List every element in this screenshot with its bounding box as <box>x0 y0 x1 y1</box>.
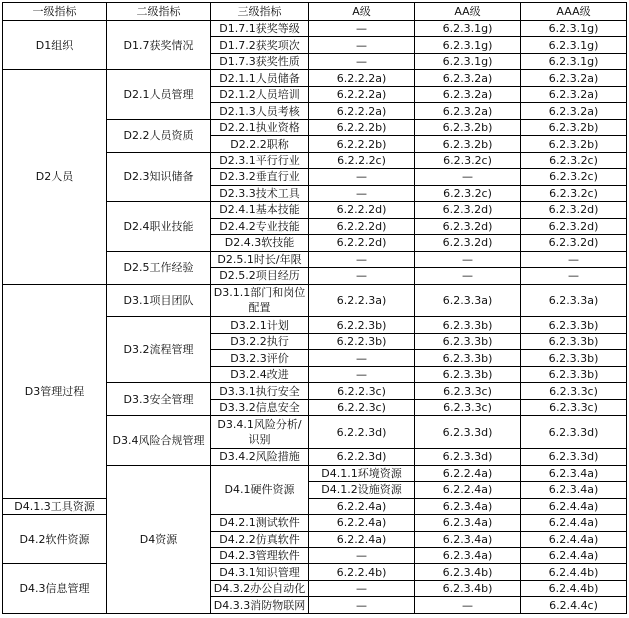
level3-indicator: D4.3.3消防物联网 <box>211 597 309 614</box>
grade-aa-cell: 6.2.3.3b) <box>415 366 521 382</box>
level2-indicator: D2.4职业技能 <box>107 202 211 251</box>
grade-aa-cell: 6.2.3.2d) <box>415 202 521 218</box>
table-body <box>3 21 627 614</box>
header-grade-a: A级 <box>309 3 415 21</box>
grade-aa-cell: 6.2.3.4b) <box>415 580 521 596</box>
grade-aa-cell: — <box>415 169 521 185</box>
grade-aa-cell: 6.2.3.3c) <box>415 399 521 415</box>
grade-a-cell: 6.2.2.2d) <box>309 235 415 251</box>
grade-a-cell: — <box>309 580 415 596</box>
grade-aa-cell: 6.2.3.4a) <box>415 548 521 564</box>
grade-aaa-cell: 6.2.3.3c) <box>521 399 627 415</box>
grade-aa-cell: 6.2.3.4b) <box>415 564 521 580</box>
grade-a-cell: — <box>309 251 415 267</box>
grade-aaa-cell: 6.2.3.3d) <box>521 416 627 449</box>
level2-indicator: D3.3安全管理 <box>107 383 211 416</box>
grade-aa-cell: 6.2.3.3b) <box>415 333 521 349</box>
grade-aa-cell: 6.2.3.3c) <box>415 383 521 399</box>
grade-aa-cell: 6.2.3.2b) <box>415 119 521 135</box>
level3-indicator: D1.7.2获奖项次 <box>211 37 309 53</box>
header-grade-aaa: AAA级 <box>521 3 627 21</box>
grade-a-cell: 6.2.2.2c) <box>309 152 415 168</box>
grade-a-cell: 6.2.2.3b) <box>309 317 415 333</box>
grade-aa-cell: 6.2.3.3d) <box>415 449 521 465</box>
indicator-table <box>2 2 627 614</box>
grade-aa-cell: — <box>415 251 521 267</box>
grade-a-cell: 6.2.2.4a) <box>309 531 415 547</box>
grade-aa-cell: 6.2.3.2a) <box>415 70 521 86</box>
grade-a-cell: 6.2.2.4a) <box>415 465 521 481</box>
grade-aa-cell: 6.2.3.2c) <box>415 152 521 168</box>
header-level1: 一级指标 <box>3 3 107 21</box>
grade-aa-cell: 6.2.3.4a) <box>521 465 627 481</box>
grade-aa-cell: 6.2.3.2c) <box>415 185 521 201</box>
grade-aaa-cell: 6.2.3.2d) <box>521 235 627 251</box>
level2-indicator: D3.2流程管理 <box>107 317 211 383</box>
grade-aaa-cell: 6.2.3.2c) <box>521 152 627 168</box>
grade-aaa-cell: 6.2.4.4c) <box>521 597 627 614</box>
level3-indicator: D1.7.1获奖等级 <box>211 21 309 37</box>
grade-aaa-cell: 6.2.3.2b) <box>521 119 627 135</box>
level3-indicator: D2.1.3人员考核 <box>211 103 309 119</box>
grade-aaa-cell: 6.2.3.3a) <box>521 284 627 317</box>
level3-indicator: D4.2.1测试软件 <box>211 515 309 531</box>
grade-a-cell: — <box>309 350 415 366</box>
grade-aa-cell: 6.2.3.1g) <box>415 21 521 37</box>
level3-indicator: D3.1.1部门和岗位配置 <box>211 284 309 317</box>
grade-a-cell: 6.2.2.4a) <box>309 515 415 531</box>
level3-indicator: D4.3.1知识管理 <box>211 564 309 580</box>
grade-aaa-cell: 6.2.4.4a) <box>521 498 627 514</box>
grade-aaa-cell: 6.2.3.1g) <box>521 21 627 37</box>
grade-a-cell: 6.2.2.2b) <box>309 119 415 135</box>
grade-a-cell: — <box>309 366 415 382</box>
table-row <box>3 498 627 514</box>
header-grade-aa: AA级 <box>415 3 521 21</box>
grade-aa-cell: 6.2.3.1g) <box>415 53 521 69</box>
level3-indicator: D4.3.2办公自动化 <box>211 580 309 596</box>
grade-a-cell: 6.2.2.2a) <box>309 86 415 102</box>
level2-indicator: D4.3信息管理 <box>3 564 107 614</box>
grade-aa-cell: 6.2.3.4a) <box>415 531 521 547</box>
grade-aa-cell: 6.2.3.4a) <box>521 482 627 498</box>
level2-indicator: D2.3知识储备 <box>107 152 211 201</box>
level3-indicator: D3.2.3评价 <box>211 350 309 366</box>
grade-aa-cell: 6.2.3.3a) <box>415 284 521 317</box>
grade-a-cell: — <box>309 548 415 564</box>
level1-indicator: D2人员 <box>3 70 107 284</box>
level3-indicator: D3.2.2执行 <box>211 333 309 349</box>
level3-indicator: D3.3.1执行安全 <box>211 383 309 399</box>
grade-a-cell: 6.2.2.3c) <box>309 399 415 415</box>
grade-aa-cell: 6.2.3.2d) <box>415 218 521 234</box>
header-row <box>3 3 627 21</box>
level3-indicator: D2.5.2项目经历 <box>211 268 309 284</box>
grade-a-cell: 6.2.2.2a) <box>309 70 415 86</box>
level3-indicator: D3.2.1计划 <box>211 317 309 333</box>
grade-aaa-cell: 6.2.3.3c) <box>521 383 627 399</box>
level2-indicator: D4.2软件资源 <box>3 515 107 564</box>
grade-aaa-cell: 6.2.3.3d) <box>521 449 627 465</box>
level3-indicator: D3.4.2风险措施 <box>211 449 309 465</box>
grade-aaa-cell: 6.2.3.3b) <box>521 317 627 333</box>
grade-aa-cell: 6.2.3.3b) <box>415 317 521 333</box>
grade-aa-cell: 6.2.3.2d) <box>415 235 521 251</box>
grade-a-cell: — <box>309 185 415 201</box>
table-row <box>3 21 627 37</box>
grade-aa-cell: 6.2.3.4a) <box>415 515 521 531</box>
grade-aaa-cell: 6.2.3.3b) <box>521 350 627 366</box>
grade-a-cell: 6.2.2.2d) <box>309 218 415 234</box>
grade-a-cell: 6.2.2.4a) <box>309 498 415 514</box>
grade-a-cell: 6.2.2.4b) <box>309 564 415 580</box>
level3-indicator: D2.2.2职称 <box>211 136 309 152</box>
level2-indicator: D1.7获奖情况 <box>107 21 211 70</box>
level3-indicator: D2.3.1平行行业 <box>211 152 309 168</box>
grade-a-cell: 6.2.2.3d) <box>309 449 415 465</box>
grade-a-cell: 6.2.2.3c) <box>309 383 415 399</box>
header-level2: 二级指标 <box>107 3 211 21</box>
level3-indicator: D4.1.2设施资源 <box>309 482 415 498</box>
grade-aa-cell: 6.2.3.3b) <box>415 350 521 366</box>
grade-aaa-cell: 6.2.3.3b) <box>521 366 627 382</box>
grade-aaa-cell: 6.2.3.2c) <box>521 169 627 185</box>
grade-aa-cell: 6.2.3.3d) <box>415 416 521 449</box>
level2-indicator: D2.1人员管理 <box>107 70 211 119</box>
grade-aaa-cell: 6.2.4.4a) <box>521 531 627 547</box>
level3-indicator: D4.1.3工具资源 <box>3 498 107 514</box>
grade-aa-cell: 6.2.3.2b) <box>415 136 521 152</box>
level3-indicator: D4.2.2仿真软件 <box>211 531 309 547</box>
level2-indicator: D4.1硬件资源 <box>211 465 309 514</box>
grade-aaa-cell: 6.2.3.1g) <box>521 53 627 69</box>
grade-aaa-cell: 6.2.4.4b) <box>521 580 627 596</box>
grade-a-cell: — <box>309 597 415 614</box>
grade-a-cell: — <box>309 37 415 53</box>
table-row <box>3 564 627 580</box>
level2-indicator: D2.5工作经验 <box>107 251 211 284</box>
grade-aa-cell: — <box>415 268 521 284</box>
level3-indicator: D2.3.3技术工具 <box>211 185 309 201</box>
level3-indicator: D4.1.1环境资源 <box>309 465 415 481</box>
grade-aa-cell: — <box>415 597 521 614</box>
grade-aaa-cell: 6.2.3.2a) <box>521 103 627 119</box>
grade-aaa-cell: — <box>521 251 627 267</box>
grade-aaa-cell: 6.2.3.2d) <box>521 218 627 234</box>
table-row <box>3 70 627 86</box>
grade-aa-cell: 6.2.3.2a) <box>415 103 521 119</box>
level3-indicator: D1.7.3获奖性质 <box>211 53 309 69</box>
grade-aa-cell: 6.2.3.1g) <box>415 37 521 53</box>
level2-indicator: D3.1项目团队 <box>107 284 211 317</box>
table-row <box>3 284 627 317</box>
grade-aaa-cell: 6.2.3.2d) <box>521 202 627 218</box>
level3-indicator: D2.4.1基本技能 <box>211 202 309 218</box>
grade-a-cell: — <box>309 21 415 37</box>
grade-aaa-cell: 6.2.4.4b) <box>521 564 627 580</box>
grade-aaa-cell: 6.2.3.2a) <box>521 70 627 86</box>
grade-aaa-cell: 6.2.3.2b) <box>521 136 627 152</box>
grade-aa-cell: 6.2.3.2a) <box>415 86 521 102</box>
grade-a-cell: 6.2.2.2d) <box>309 202 415 218</box>
level3-indicator: D2.4.2专业技能 <box>211 218 309 234</box>
grade-a-cell: 6.2.2.2a) <box>309 103 415 119</box>
level1-indicator: D1组织 <box>3 21 107 70</box>
grade-aaa-cell: 6.2.3.3b) <box>521 333 627 349</box>
grade-aaa-cell: 6.2.3.1g) <box>521 37 627 53</box>
grade-a-cell: 6.2.2.4a) <box>415 482 521 498</box>
grade-a-cell: 6.2.2.2b) <box>309 136 415 152</box>
level3-indicator: D3.2.4改进 <box>211 366 309 382</box>
level3-indicator: D2.3.2垂直行业 <box>211 169 309 185</box>
level3-indicator: D4.2.3管理软件 <box>211 548 309 564</box>
level3-indicator: D3.4.1风险分析/识别 <box>211 416 309 449</box>
level3-indicator: D3.3.2信息安全 <box>211 399 309 415</box>
grade-aaa-cell: 6.2.4.4a) <box>521 515 627 531</box>
level1-indicator: D4资源 <box>107 465 211 613</box>
header-level3: 三级指标 <box>211 3 309 21</box>
level3-indicator: D2.5.1时长/年限 <box>211 251 309 267</box>
grade-a-cell: — <box>309 268 415 284</box>
grade-aaa-cell: — <box>521 268 627 284</box>
level3-indicator: D2.2.1执业资格 <box>211 119 309 135</box>
grade-aa-cell: 6.2.3.4a) <box>415 498 521 514</box>
grade-a-cell: 6.2.2.3d) <box>309 416 415 449</box>
level3-indicator: D2.1.1人员储备 <box>211 70 309 86</box>
level1-indicator: D3管理过程 <box>3 284 107 498</box>
table-row <box>3 515 627 531</box>
grade-aaa-cell: 6.2.3.2a) <box>521 86 627 102</box>
level3-indicator: D2.1.2人员培训 <box>211 86 309 102</box>
level2-indicator: D3.4风险合规管理 <box>107 416 211 465</box>
grade-a-cell: 6.2.2.3b) <box>309 333 415 349</box>
grade-a-cell: — <box>309 169 415 185</box>
grade-a-cell: — <box>309 53 415 69</box>
level3-indicator: D2.4.3软技能 <box>211 235 309 251</box>
grade-aaa-cell: 6.2.3.2c) <box>521 185 627 201</box>
grade-a-cell: 6.2.2.3a) <box>309 284 415 317</box>
grade-aaa-cell: 6.2.4.4a) <box>521 548 627 564</box>
level2-indicator: D2.2人员资质 <box>107 119 211 152</box>
